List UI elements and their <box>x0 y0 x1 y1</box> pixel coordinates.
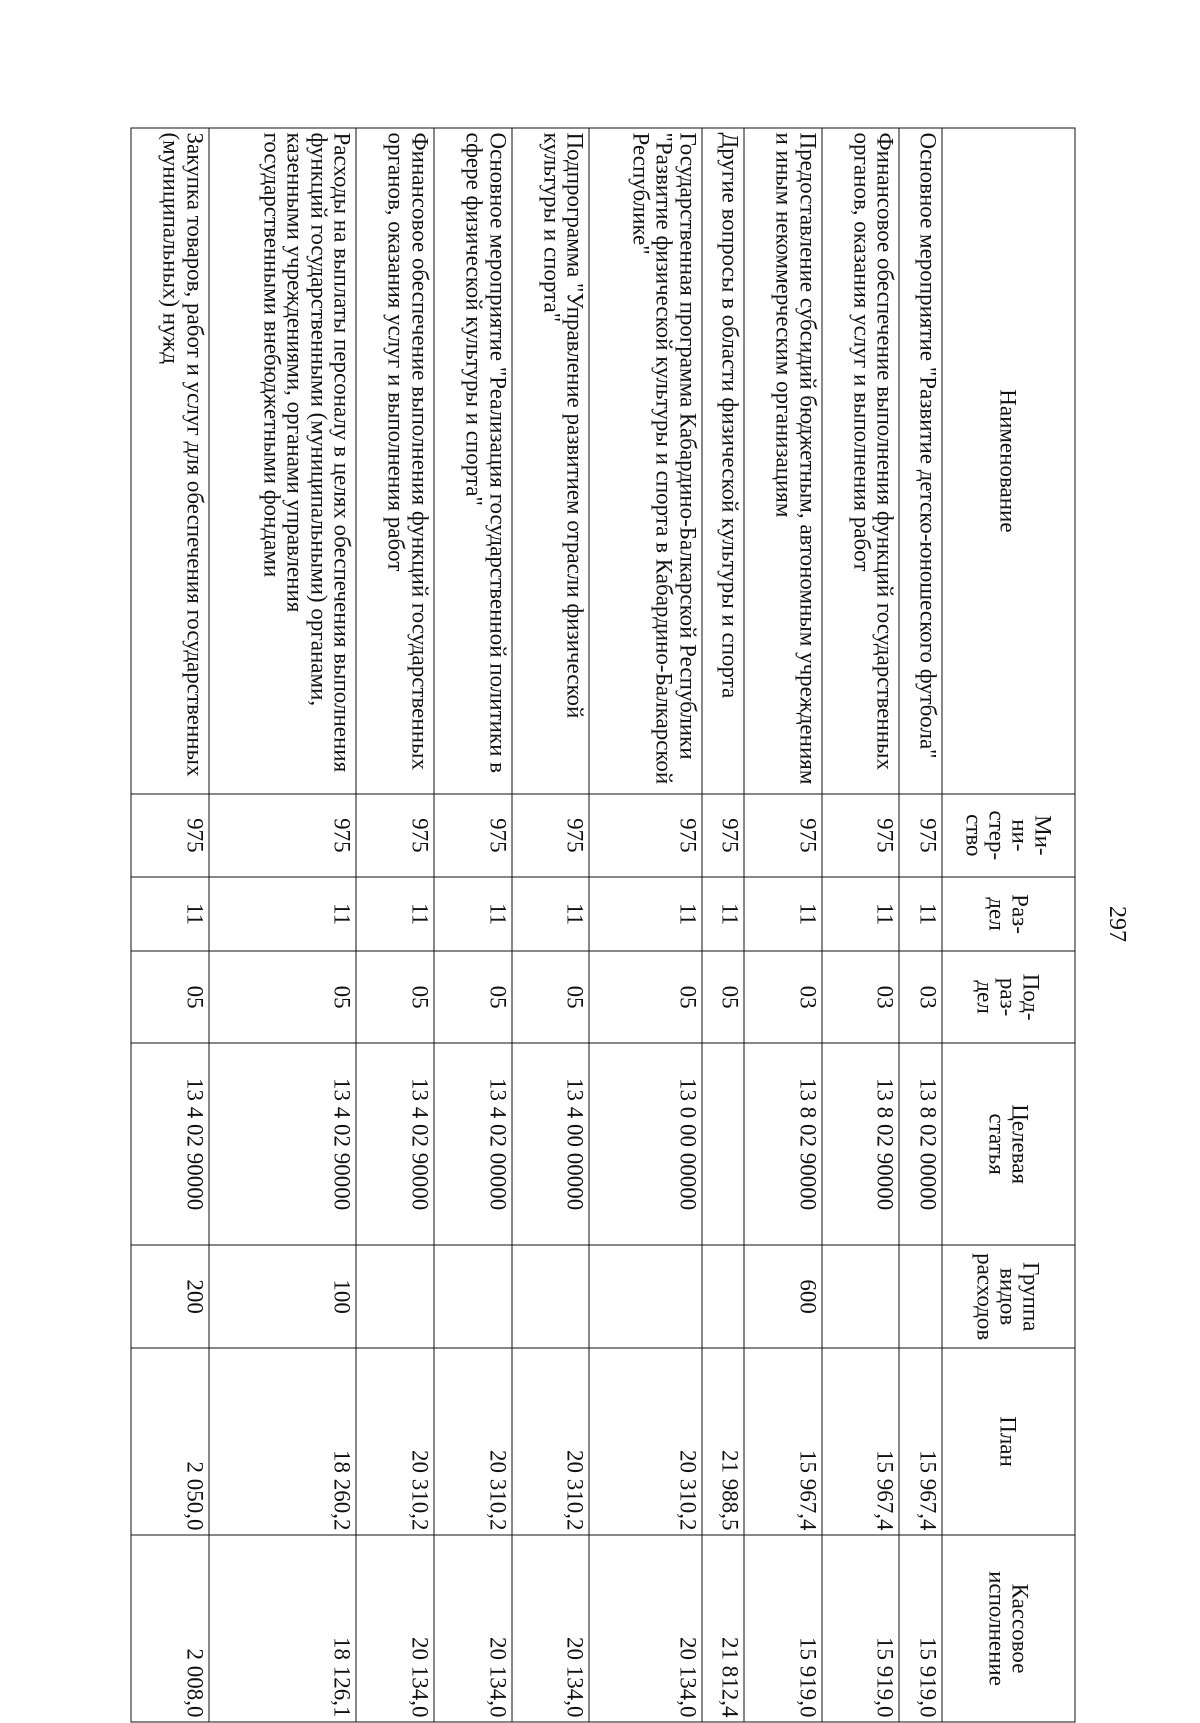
cell-plan: 15 967,4 <box>899 1348 942 1535</box>
cell-plan: 20 310,2 <box>589 1348 702 1535</box>
cell-ministry: 975 <box>131 794 209 877</box>
cell-ministry: 975 <box>899 794 942 877</box>
cell-plan: 21 988,5 <box>702 1348 745 1535</box>
table-row <box>822 128 900 1722</box>
cell-subsection: 05 <box>512 951 590 1043</box>
cell-group <box>899 1245 942 1348</box>
table-row <box>434 128 512 1722</box>
cell-subsection: 03 <box>822 951 900 1043</box>
cell-name: Финансовое обеспечение выполнения функций государственных органов, оказания услуг и выполнения работ <box>822 128 900 794</box>
cell-plan: 20 310,2 <box>434 1348 512 1535</box>
cell-target: 13 4 02 00000 <box>434 1043 512 1245</box>
cell-subsection: 05 <box>589 951 702 1043</box>
cell-group <box>822 1245 900 1348</box>
cell-section: 11 <box>434 877 512 951</box>
cell-ministry: 975 <box>702 794 745 877</box>
table-header-row <box>942 128 1075 1722</box>
cell-name: Подпрограмма "Управление развитием отрасли физической культуры и спорта" <box>512 128 590 794</box>
cell-subsection: 05 <box>434 951 512 1043</box>
cell-name: Закупка товаров, работ и услуг для обеспечения государственных (муниципальных) нужд <box>131 128 209 794</box>
cell-ministry: 975 <box>434 794 512 877</box>
cell-target: 13 4 02 90000 <box>209 1043 357 1245</box>
cell-plan: 20 310,2 <box>512 1348 590 1535</box>
cell-section: 11 <box>512 877 590 951</box>
cell-group <box>512 1245 590 1348</box>
cell-name: Другие вопросы в области физической культуры и спорта <box>702 128 745 794</box>
cell-section: 11 <box>209 877 357 951</box>
cell-plan: 18 260,2 <box>209 1348 357 1535</box>
cell-group <box>589 1245 702 1348</box>
cell-ministry: 975 <box>822 794 900 877</box>
cell-target: 13 8 02 00000 <box>899 1043 942 1245</box>
cell-section: 11 <box>822 877 900 951</box>
cell-target: 13 8 02 90000 <box>822 1043 900 1245</box>
cell-group: 100 <box>209 1245 357 1348</box>
budget-table-container <box>131 128 1076 1723</box>
cell-subsection: 05 <box>209 951 357 1043</box>
cell-section: 11 <box>131 877 209 951</box>
cell-cash: 18 126,1 <box>209 1535 357 1722</box>
cell-name: Финансовое обеспечение выполнения функций государственных органов, оказания услуг и выполнения работ <box>356 128 434 794</box>
cell-ministry: 975 <box>589 794 702 877</box>
cell-target: 13 4 00 00000 <box>512 1043 590 1245</box>
table-row <box>131 128 209 1722</box>
cell-cash: 21 812,4 <box>702 1535 745 1722</box>
cell-target: 13 0 00 00000 <box>589 1043 702 1245</box>
cell-subsection: 05 <box>356 951 434 1043</box>
cell-section: 11 <box>702 877 745 951</box>
table-row <box>744 128 822 1722</box>
cell-cash: 20 134,0 <box>512 1535 590 1722</box>
cell-cash: 15 919,0 <box>744 1535 822 1722</box>
header-cash: Кассовое исполнение <box>942 1535 1075 1722</box>
cell-target: 13 8 02 90000 <box>744 1043 822 1245</box>
header-name: Наименование <box>942 128 1075 794</box>
cell-plan: 2 050,0 <box>131 1348 209 1535</box>
table-row <box>899 128 942 1722</box>
page-number: 297 <box>1104 906 1130 942</box>
cell-group <box>434 1245 512 1348</box>
header-target: Целевая статья <box>942 1043 1075 1245</box>
cell-cash: 15 919,0 <box>899 1535 942 1722</box>
cell-cash: 2 008,0 <box>131 1535 209 1722</box>
cell-section: 11 <box>356 877 434 951</box>
cell-cash: 20 134,0 <box>356 1535 434 1722</box>
cell-plan: 15 967,4 <box>822 1348 900 1535</box>
cell-group: 600 <box>744 1245 822 1348</box>
header-plan: План <box>942 1348 1075 1535</box>
cell-name: Государственная программа Кабардино-Балкарской Республики "Развитие физической культуры и спорта в Кабардино-Балкарской Республике" <box>589 128 702 794</box>
cell-cash: 15 919,0 <box>822 1535 900 1722</box>
cell-section: 11 <box>899 877 942 951</box>
cell-name: Расходы на выплаты персоналу в целях обеспечения выполнения функций государственными (муниципальными) органами, казенными учреждениями, органами управления государственными внебюджетными фондами <box>209 128 357 794</box>
cell-group: 200 <box>131 1245 209 1348</box>
cell-cash: 20 134,0 <box>589 1535 702 1722</box>
cell-name: Основное мероприятие "Реализация государственной политики в сфере физической культуры и спорта" <box>434 128 512 794</box>
cell-subsection: 05 <box>131 951 209 1043</box>
cell-subsection: 03 <box>899 951 942 1043</box>
cell-cash: 20 134,0 <box>434 1535 512 1722</box>
cell-name: Основное мероприятие "Развитие детско-юношеского футбола" <box>899 128 942 794</box>
cell-group <box>702 1245 745 1348</box>
cell-ministry: 975 <box>744 794 822 877</box>
table-row <box>512 128 590 1722</box>
cell-subsection: 03 <box>744 951 822 1043</box>
budget-table <box>131 128 1076 1723</box>
cell-ministry: 975 <box>356 794 434 877</box>
cell-plan: 20 310,2 <box>356 1348 434 1535</box>
table-row <box>209 128 357 1722</box>
cell-name: Предоставление субсидий бюджетным, автономным учреждениям и иным некоммерческим организациям <box>744 128 822 794</box>
header-ministry: Ми- ни- стер- ство <box>942 794 1075 877</box>
cell-subsection: 05 <box>702 951 745 1043</box>
cell-target <box>702 1043 745 1245</box>
cell-target: 13 4 02 90000 <box>131 1043 209 1245</box>
table-row <box>589 128 702 1722</box>
header-section: Раз- дел <box>942 877 1075 951</box>
cell-ministry: 975 <box>512 794 590 877</box>
cell-section: 11 <box>589 877 702 951</box>
header-group: Группа видов расходов <box>942 1245 1075 1348</box>
header-subsection: Под- раз- дел <box>942 951 1075 1043</box>
table-row <box>702 128 745 1722</box>
cell-target: 13 4 02 90000 <box>356 1043 434 1245</box>
table-row <box>356 128 434 1722</box>
cell-section: 11 <box>744 877 822 951</box>
cell-plan: 15 967,4 <box>744 1348 822 1535</box>
cell-ministry: 975 <box>209 794 357 877</box>
cell-group <box>356 1245 434 1348</box>
